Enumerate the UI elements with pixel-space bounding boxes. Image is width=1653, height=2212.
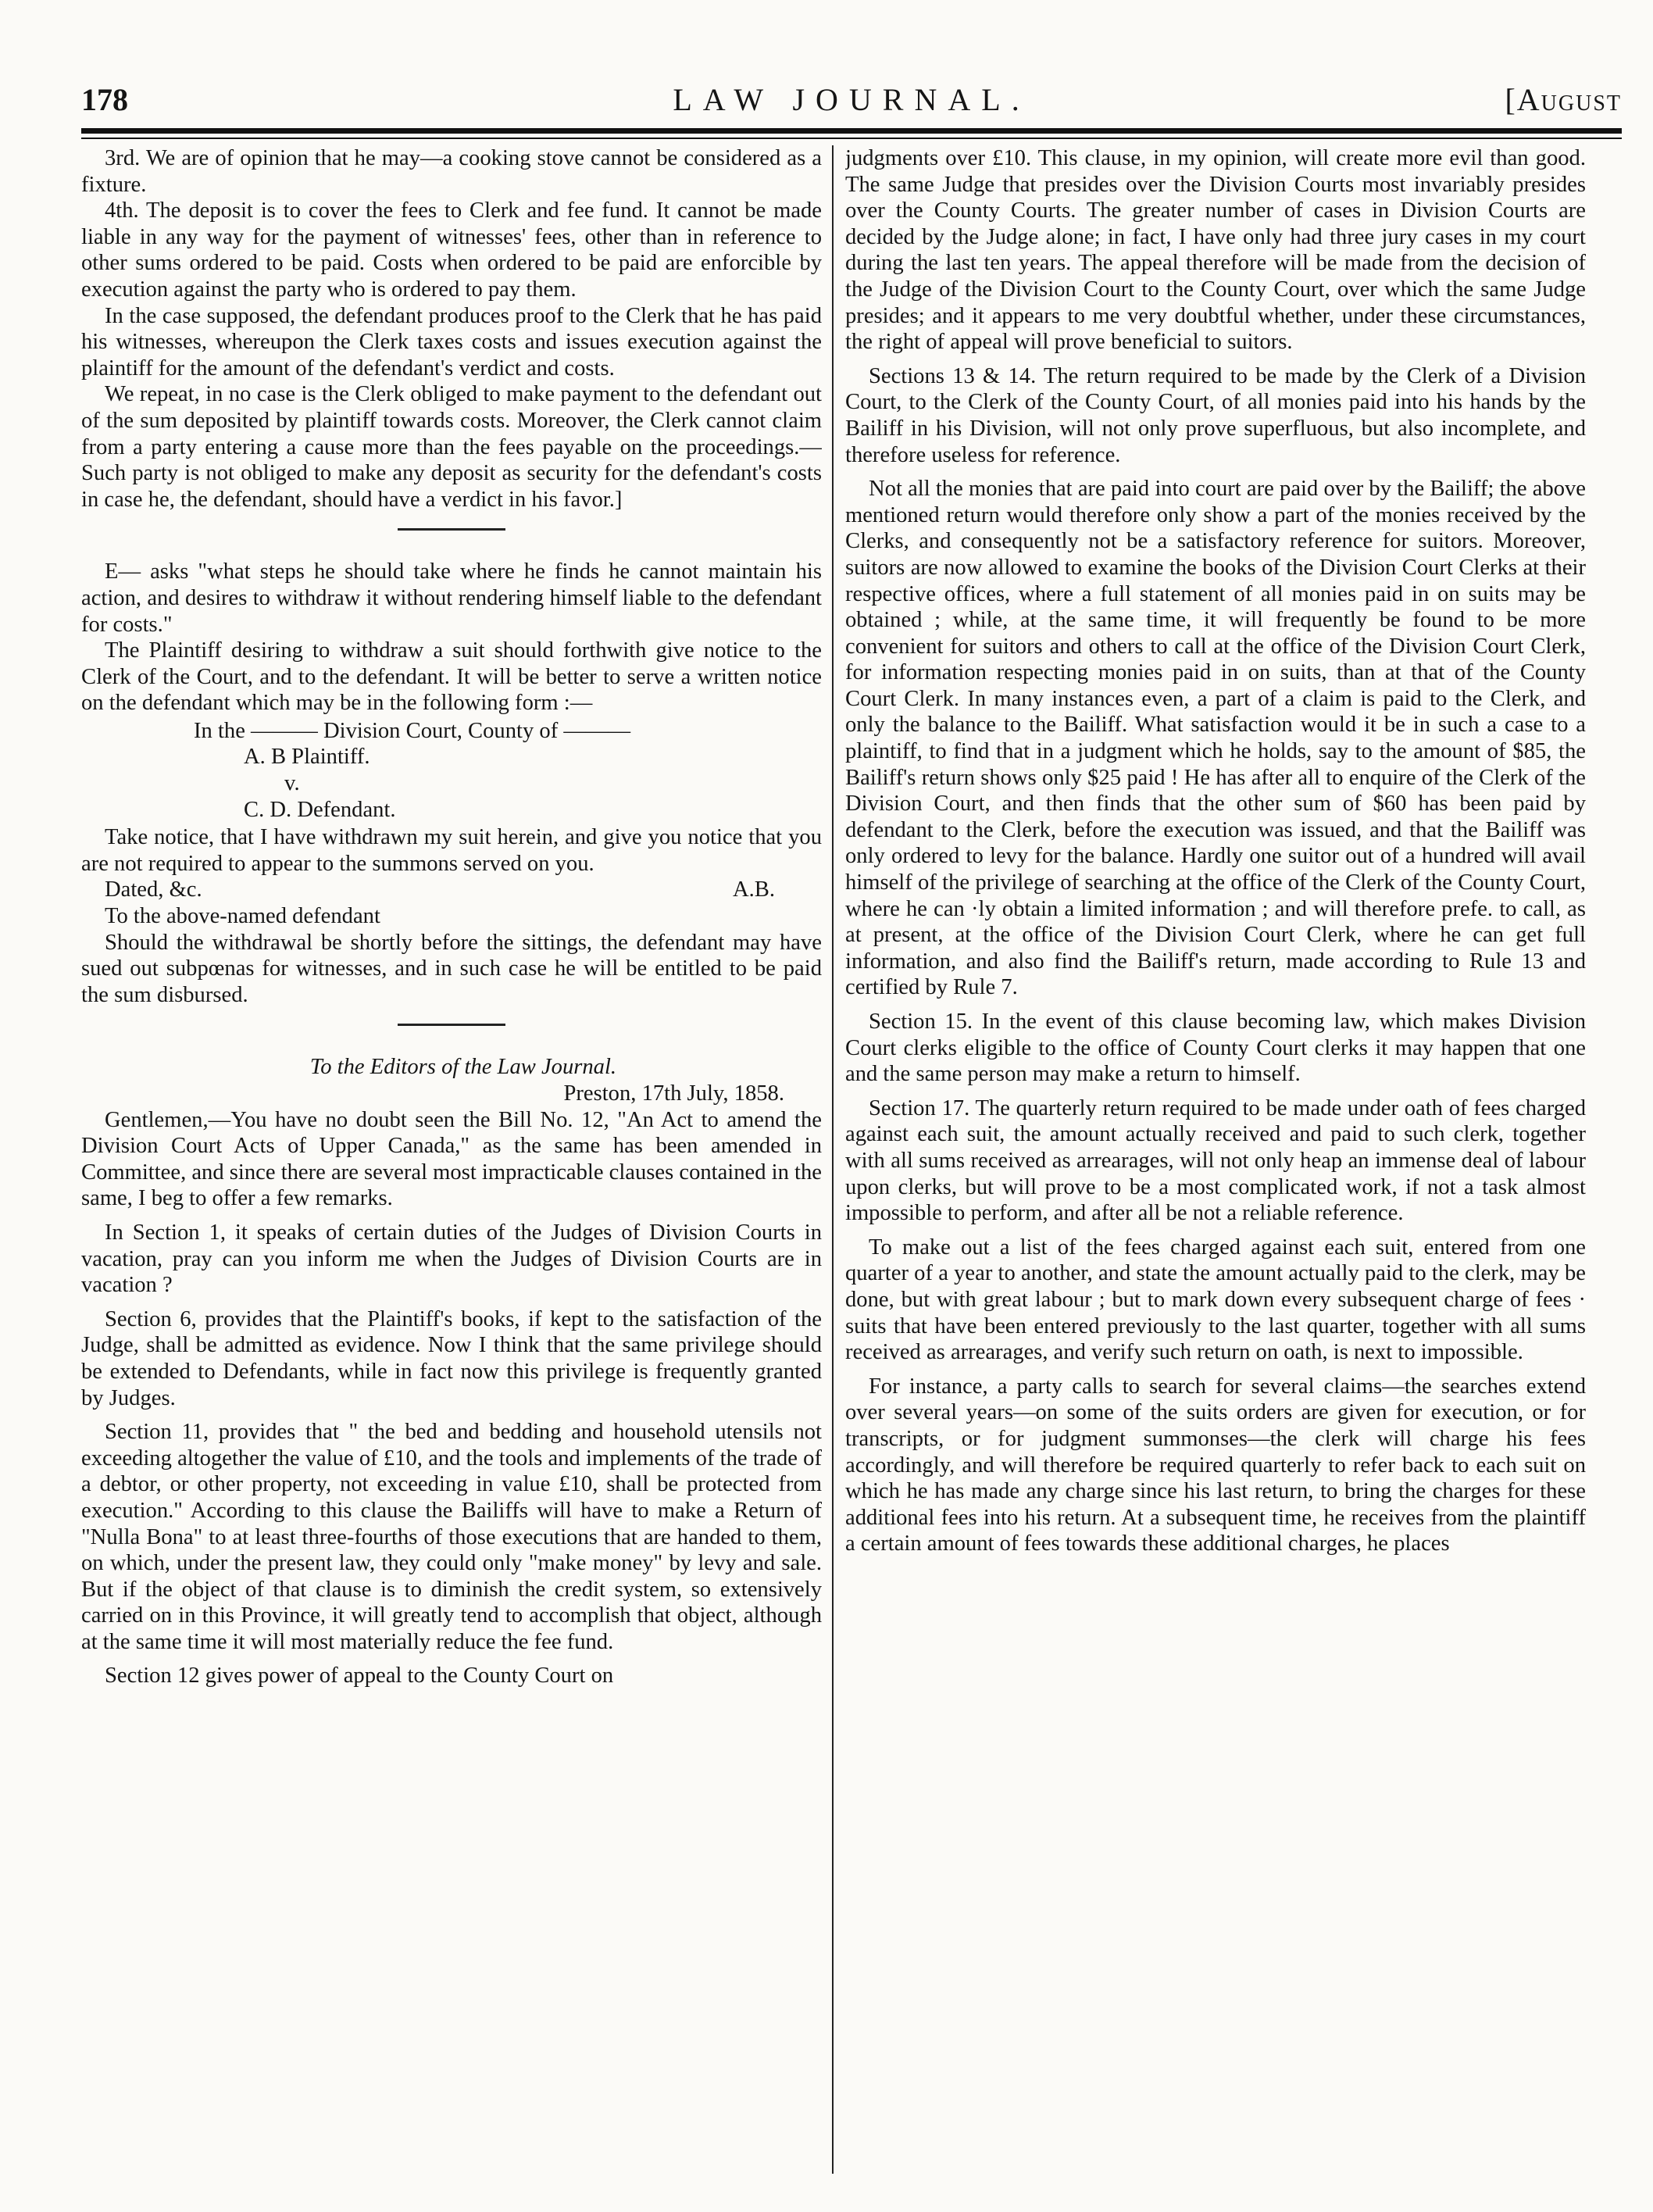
section-divider bbox=[398, 1024, 505, 1026]
running-header bbox=[81, 72, 1622, 127]
dated-text: Dated, &c. bbox=[105, 877, 202, 902]
dated-line bbox=[81, 877, 822, 903]
paragraph: The Plaintiff desiring to withdraw a suit should forthwith give notice to the Clerk of the Court, and to the defendant. It will be better to serve a written notice on the defendant which may be in the following form :— bbox=[81, 638, 822, 716]
paragraph: Take notice, that I have withdrawn my suit herein, and give you notice that you are not required to appear to the summons served on you. bbox=[81, 825, 822, 876]
header-rule-thick bbox=[81, 128, 1622, 134]
paragraph: For instance, a party calls to search for several claims—the searches extend over several years—on some of the suits orders are given for execution, or for transcripts, or for judgment summonses—the clerk will charge his fees accordingly, and will therefore be required quarterly to refer back to each suit on which he has made any charge since his last return, to bring the charges for these additional fees into his return. At a subsequent time, he receives from the plaintiff a certain amount of fees towards these additional charges, he places bbox=[845, 1374, 1586, 1556]
paragraph: Gentlemen,—You have no doubt seen the Bill No. 12, "An Act to amend the Division Court Acts of Upper Canada," as the same has been amended in Committee, and since there are several most impracticable clauses contained in the same, I beg to offer a few remarks. bbox=[81, 1107, 822, 1211]
addressee-line: To the above-named defendant bbox=[105, 904, 380, 929]
paragraph: Section 6, provides that the Plaintiff's books, if kept to the satisfaction of the Judge, shall be admitted as evidence. Now I think that the same privilege should be extended to Defendants, while in fact now this privilege is frequently granted by Judges. bbox=[81, 1306, 822, 1410]
paragraph: Section 15. In the event of this clause becoming law, which makes Division Court clerks eligible to the office of County Court clerks it may happen that one and the same person may make a return to himself. bbox=[845, 1010, 1586, 1087]
paragraph: Sections 13 & 14. The return required to be made by the Clerk of a Division Court, to the Clerk of the County Court, of all monies paid into his hands by the Bailiff in his Division, will not only prove superfluous, but also incomplete, and therefore useless for reference. bbox=[845, 363, 1586, 467]
letter-heading: To the Editors of the Law Journal. bbox=[309, 1055, 617, 1080]
left-column bbox=[81, 145, 822, 2177]
form-defendant: C. D. Defendant. bbox=[244, 797, 396, 822]
paragraph: judgments over £10. This clause, in my opinion, will create more evil than good. The same Judge that presides over the Division Courts most invariably presides over the County Courts. The greater number of cases in Division Courts are decided by the Judge alone; in fact, I have only had three jury cases in my court during the last ten years. The appeal therefore will be made from the decision of the Judge of the Division Court to the County Court, over which the same Judge presides; and it appears to me very doubtful whether, under these circumstances, the right of appeal will prove beneficial to suitors. bbox=[845, 146, 1586, 355]
journal-title: LAW JOURNAL. bbox=[673, 82, 1030, 117]
paragraph: Section 17. The quarterly return required to be made under oath of fees charged against each suit, the amount actually received and paid to such clerk, together with all sums received as arrearages, will not only heap an immense deal of labour upon clerks, but will prove to be a most complicated work, if not a task almost impossible to perform, and after all be not a reliable reference. bbox=[845, 1095, 1586, 1226]
column-divider bbox=[832, 145, 834, 2174]
form-court-line: In the ——— Division Court, County of ——— bbox=[194, 718, 631, 743]
right-column bbox=[845, 145, 1586, 2177]
signature-initials: A.B. bbox=[732, 877, 775, 902]
section-divider bbox=[398, 528, 505, 531]
paragraph: Section 11, provides that " the bed and bedding and household utensils not exceeding altogether the value of £10, and the tools and implements of the trade of a debtor, or other property, not exceeding in value £10, shall be protected from execution." According to this clause the Bailiffs will have to make a Return of "Nulla Bona" to at least three-fourths of those executions that are handed to them, on which, under the present law, they could only "make money" by levy and sale. But if the object of that clause is to diminish the credit system, so extensively carried on in this Province, it will greatly tend to accomplish that object, although at the same time it will most materially reduce the fee fund. bbox=[81, 1420, 822, 1654]
paragraph: Should the withdrawal be shortly before the sittings, the defendant may have sued out subpœnas for witnesses, and in such case he will be entitled to be paid the sum disbursed. bbox=[81, 930, 822, 1007]
notice-form bbox=[81, 718, 822, 823]
paragraph: We repeat, in no case is the Clerk obliged to make payment to the defendant out of the sum deposited by plaintiff towards costs. Moreover, the Clerk cannot claim from a party entering a cause more than the fees payable on the proceedings.—Such party is not obliged to make any deposit as security for the defendant's costs in case he, the defendant, should have a verdict in his favor.] bbox=[81, 382, 822, 512]
page-number: 178 bbox=[81, 82, 128, 117]
paragraph: Section 12 gives power of appeal to the County Court on bbox=[105, 1663, 614, 1688]
paragraph: Not all the monies that are paid into court are paid over by the Bailiff; the above mentioned return would therefore only show a part of the monies received by the Clerks, and consequently not be a satisfactory reference for suitors. Moreover, suitors are now allowed to examine the books of the Division Court Clerks at their respective offices, where a full statement of all monies paid in on suits may be obtained ; while, at the same time, it will frequently be found to be more convenient for suitors and others to call at the office of the Division Court Clerk, for information respecting monies paid in on suits, than at that of the County Court Clerk. In many instances even, a part of a claim is paid to the Clerk, and only the balance to the Bailiff. What satisfaction would it be in such a case to a plaintiff, to find that in a judgment which he holds, say to the amount of $85, the Bailiff's return shows only $25 paid ! He has after all to enquire of the Clerk of the Division Court, and then finds that the other sum of $60 has been paid by defendant to the Clerk, before the execution was issued, and that the Bailiff was only ordered to levy for the balance. Hardly one suitor out of a hundred will avail himself of the privilege of searching at the office of the Clerk of the County Court, where he can ·ly obtain a limited information ; and will therefore prefe. to call, as at present, at the office of the Division Court Clerk, where he can get full information, and also find the Bailiff's return, made according to Rule 13 and certified by Rule 7. bbox=[845, 477, 1586, 1000]
paragraph: To make out a list of the fees charged against each suit, entered from one quarter of a year to another, and state the amount actually paid to the clerk, may be done, but with great labour ; but to mark down every subsequent charge of fees · suits that have been entered previously to the last quarter, together with all sums received as arrearages, and verify such return on oath, is next to impossible. bbox=[845, 1235, 1586, 1365]
issue-month: [August bbox=[1505, 82, 1622, 117]
paragraph: E— asks "what steps he should take where he finds he cannot maintain his action, and desires to withdraw it without rendering himself liable to the defendant for costs." bbox=[81, 559, 822, 637]
paragraph: In Section 1, it speaks of certain duties of the Judges of Division Courts in vacation, pray can you inform me when the Judges of Division Courts are in vacation ? bbox=[81, 1220, 822, 1298]
header-rule-thin bbox=[81, 138, 1622, 139]
form-plaintiff: A. B Plaintiff. bbox=[244, 745, 370, 770]
paragraph: 4th. The deposit is to cover the fees to Clerk and fee fund. It cannot be made liable in any way for the payment of witnesses' fees, other than in reference to other sums ordered to be paid. Costs when ordered to be paid are enforcible by execution against the party who is ordered to pay them. bbox=[81, 198, 822, 302]
form-versus: v. bbox=[284, 771, 300, 796]
letter-dateline: Preston, 17th July, 1858. bbox=[563, 1081, 784, 1106]
paragraph: In the case supposed, the defendant produces proof to the Clerk that he has paid his witnesses, whereupon the Clerk taxes costs and issues execution against the plaintiff for the amount of the defendant's verdict and costs. bbox=[81, 303, 822, 381]
paragraph: 3rd. We are of opinion that he may—a cooking stove cannot be considered as a fixture. bbox=[81, 146, 822, 197]
